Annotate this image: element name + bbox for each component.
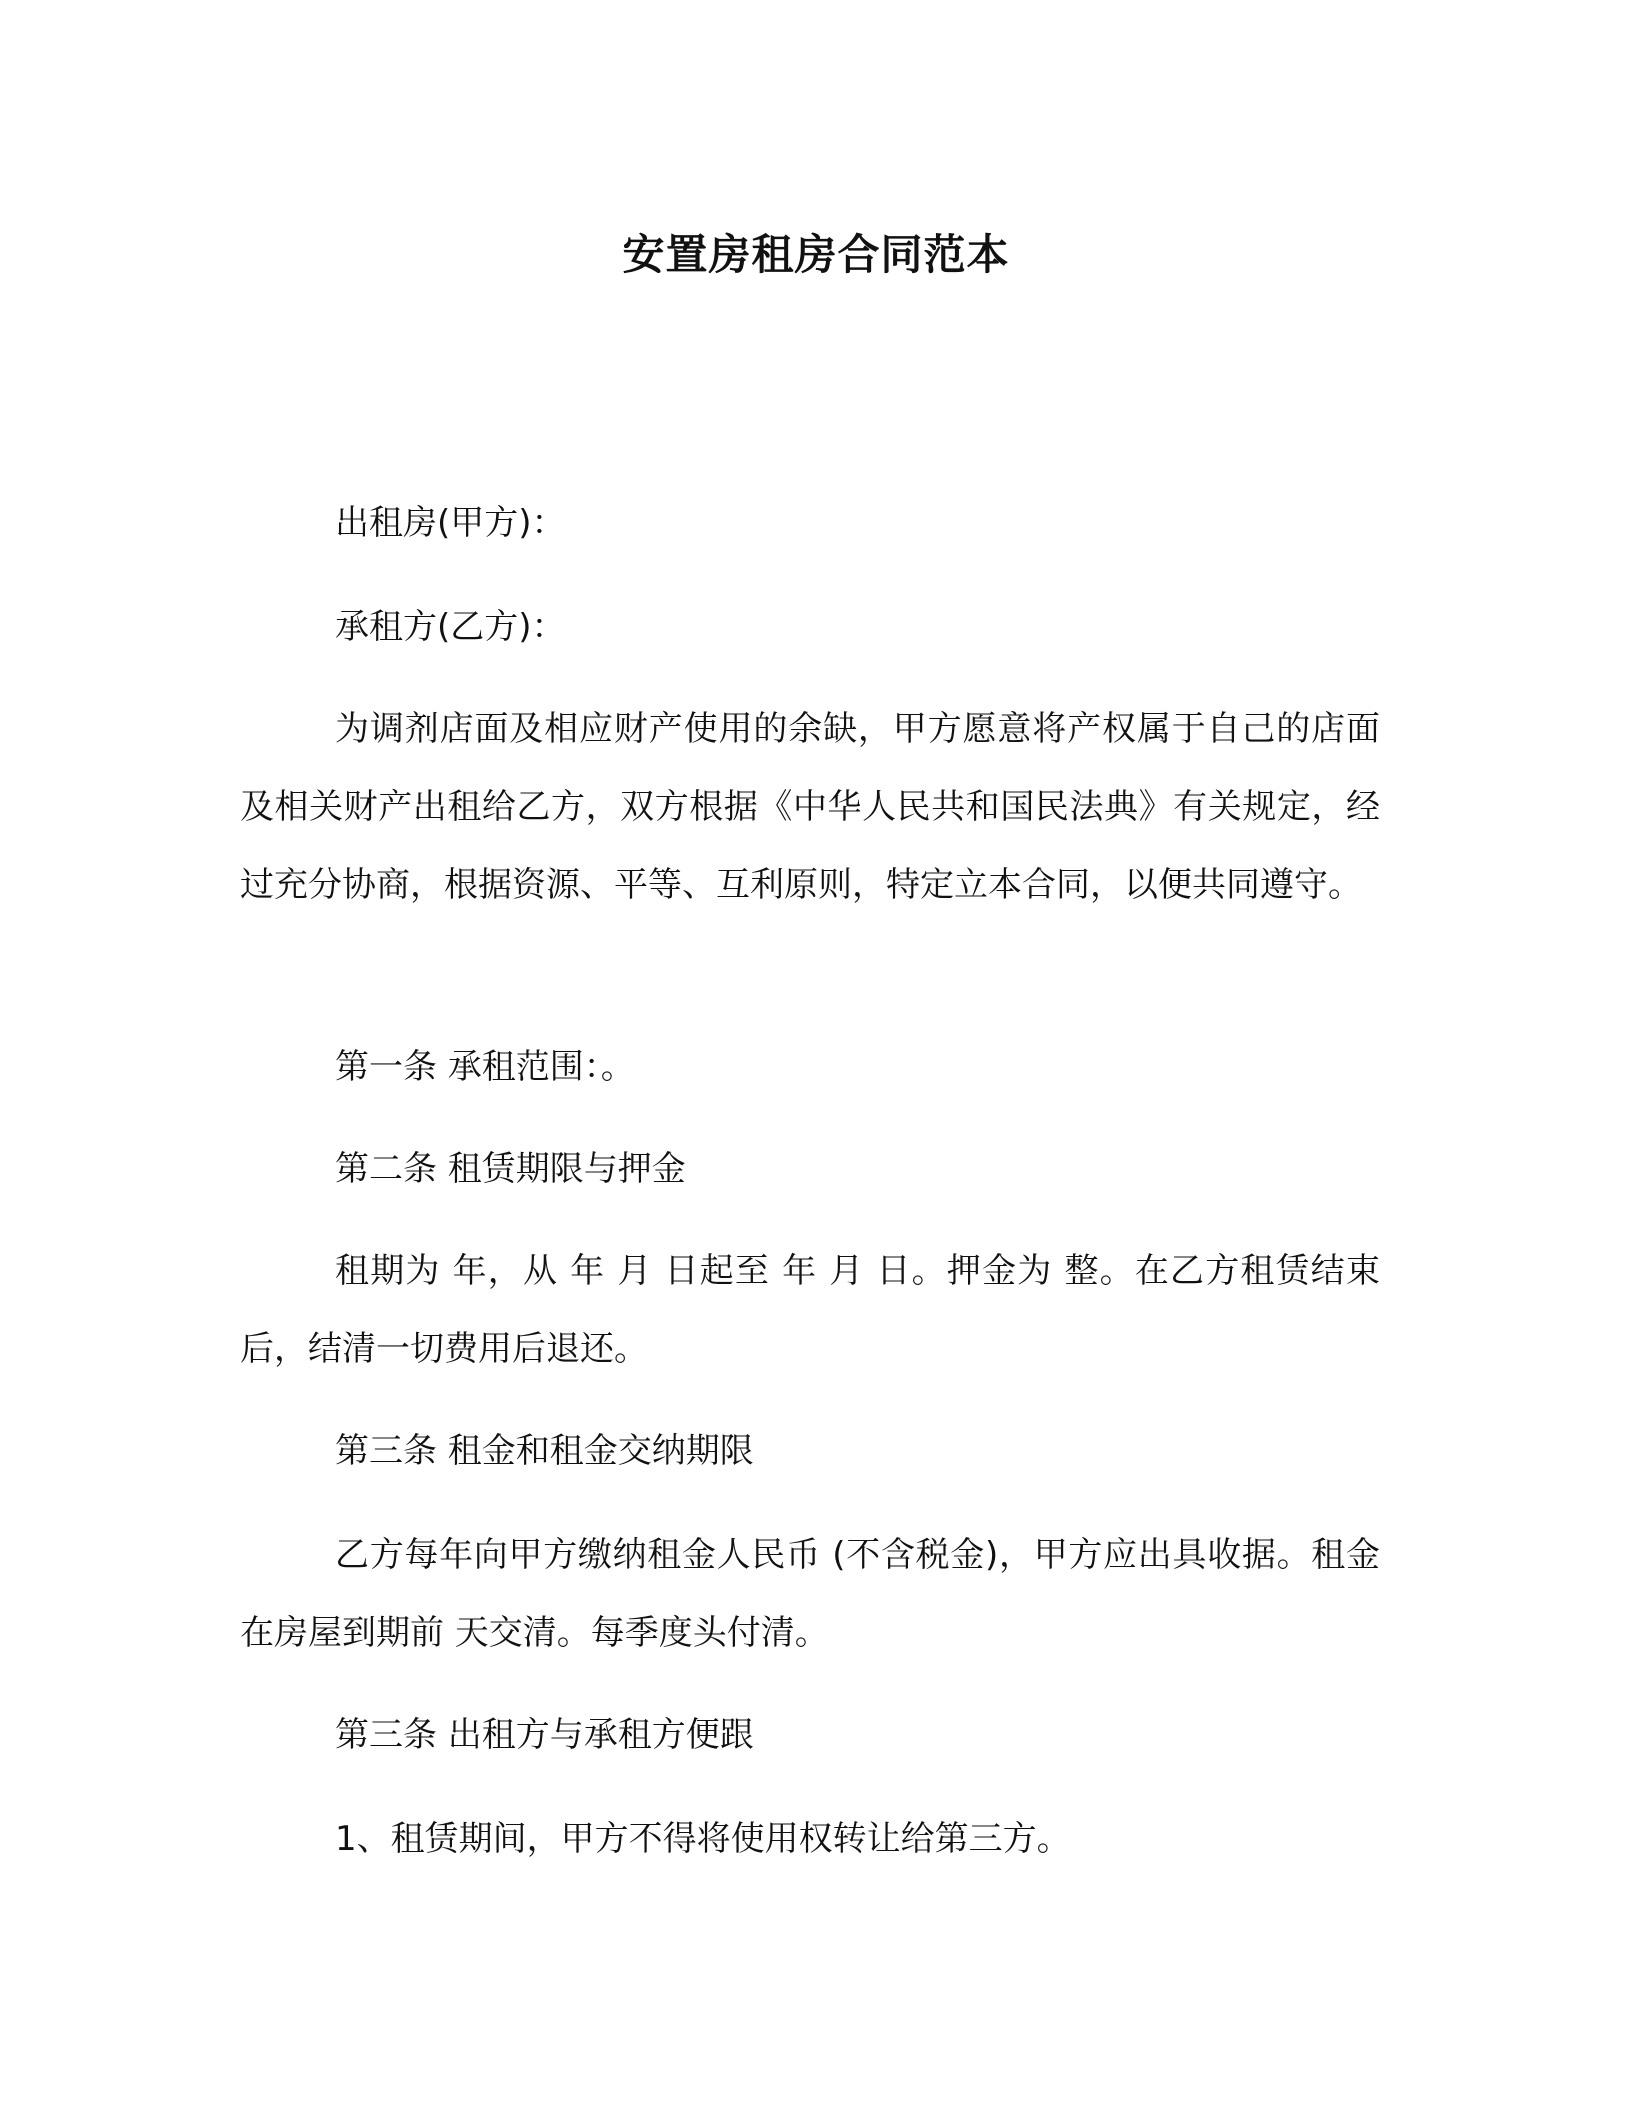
article-1-heading (240, 1028, 1380, 1106)
paragraph: 第一条 承租范围：。 (335, 1047, 635, 1087)
document-title: 安置房租房合同范本 (622, 230, 1010, 279)
preamble-paragraph (240, 690, 1380, 924)
article-2-paragraph (240, 1232, 1380, 1388)
article-2-heading (240, 1130, 1380, 1208)
paragraph: 承租方(乙方)： (335, 607, 566, 647)
lessee-line (240, 588, 1380, 666)
lessor-line (240, 484, 1380, 562)
article-3-paragraph (240, 1516, 1380, 1672)
paragraph: 出租房(甲方)： (335, 503, 566, 543)
paragraph: 第三条 租金和租金交纳期限 (335, 1431, 754, 1471)
article-3b-heading (240, 1696, 1380, 1774)
paragraph: 乙方每年向甲方缴纳租金人民币 (不含税金)，甲方应出具收据。租金在房屋到期前 天交清。每季度头付清。 (240, 1535, 1380, 1653)
paragraph: 第三条 出租方与承租方便跟 (335, 1715, 754, 1755)
paragraph: 1、租赁期间，甲方不得将使用权转让给第三方。 (335, 1819, 1071, 1859)
article-3-heading (240, 1412, 1380, 1490)
paragraph: 第二条 租赁期限与押金 (335, 1149, 686, 1189)
paragraph: 租期为 年，从 年 月 日起至 年 月 日。押金为 整。在乙方租赁结束后，结清一切费用后退还。 (240, 1251, 1380, 1369)
article-3b-item-1 (240, 1800, 1380, 1878)
paragraph: 为调剂店面及相应财产使用的余缺，甲方愿意将产权属于自己的店面及相关财产出租给乙方，双方根据《中华人民共和国民法典》有关规定，经过充分协商，根据资源、平等、互利原则，特定立本合同，以便共同遵守。 (240, 709, 1380, 905)
